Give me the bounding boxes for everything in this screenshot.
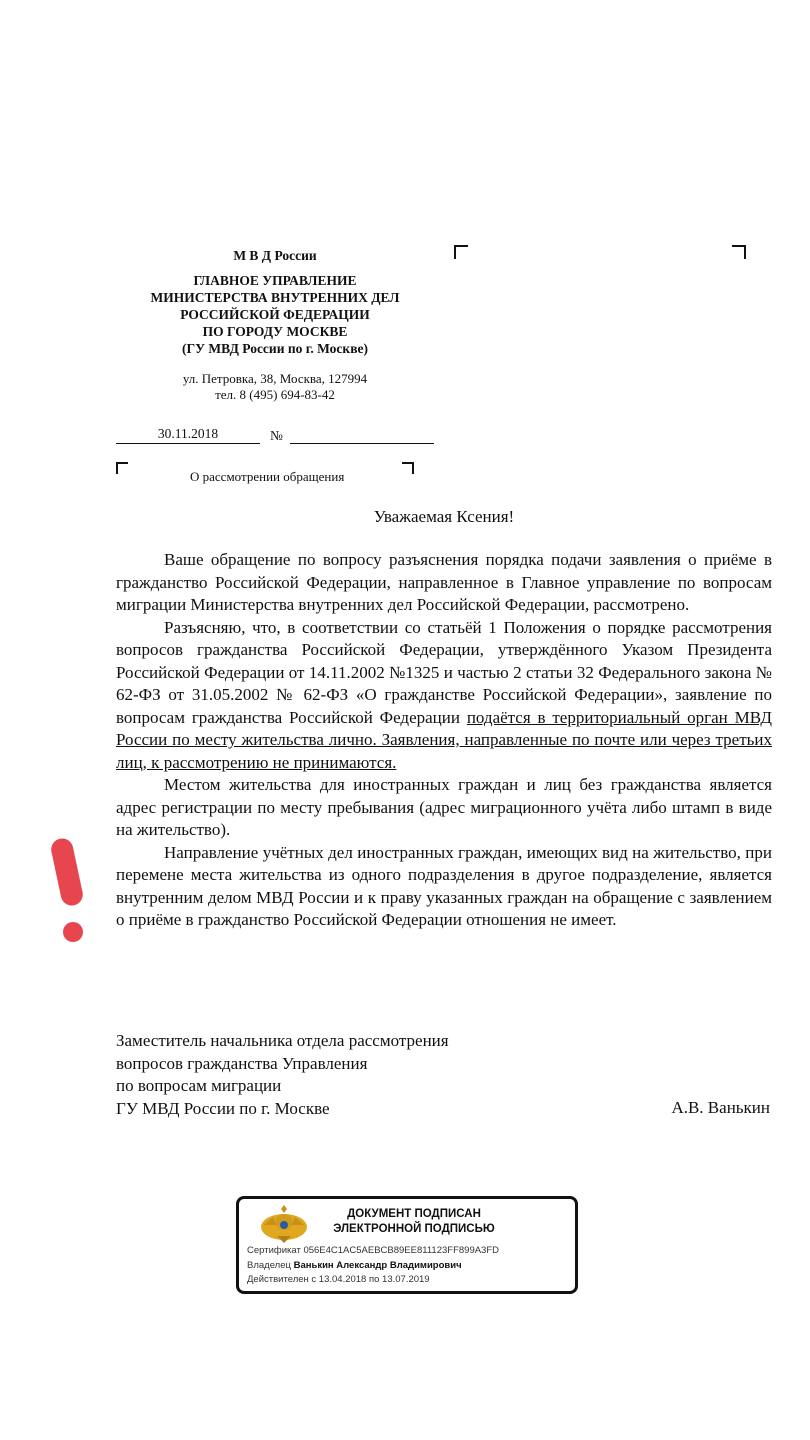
ministry-short: М В Д России bbox=[233, 248, 317, 263]
paragraph-2 bbox=[116, 617, 772, 775]
addressee-corner-right bbox=[732, 245, 746, 259]
paragraph-2-text: Разъясняю, что, в соответствии со статьёй 1 Положения о порядке рассмотрения вопросов гражданства Российской Федерации, утверждённого Указом Президента Российской Федерации от 14.11.2002 №1325 и частью 2 статьи 32 Федерального закона № 62-ФЗ от 31.05.2002 № 62-ФЗ «О гражданстве Российской Федерации», заявление по вопросам гражданства Российской Федерации bbox=[116, 617, 772, 727]
agency-line: ПО ГОРОДУ МОСКВЕ bbox=[202, 324, 348, 339]
stamp-title bbox=[319, 1207, 509, 1237]
agency-phone: тел. 8 (495) 694-83-42 bbox=[215, 387, 335, 402]
signatory-position bbox=[116, 1030, 449, 1120]
e-signature-stamp bbox=[236, 1196, 578, 1294]
owner-value: Ванькин Александр Владимирович bbox=[293, 1260, 462, 1271]
certificate-label: Сертификат bbox=[247, 1245, 301, 1256]
agency-line: (ГУ МВД России по г. Москве) bbox=[182, 341, 368, 356]
position-line: вопросов гражданства Управления bbox=[116, 1053, 368, 1073]
certificate-value: 056E4C1AC5AEBCB89EE811123FF899A3FD bbox=[303, 1245, 500, 1256]
mvd-emblem-icon bbox=[259, 1203, 309, 1245]
stamp-title-line: ДОКУМЕНТ ПОДПИСАН bbox=[347, 1208, 481, 1220]
paragraph-2-underlined: подаётся в территориальный орган МВД России по месту жительства лично. Заявления, направленные по почте или через третьих лиц, к рассмотрению не принимаются. bbox=[116, 707, 772, 772]
position-line: ГУ МВД России по г. Москве bbox=[116, 1098, 330, 1118]
addressee-corner-left bbox=[454, 245, 468, 259]
position-line: по вопросам миграции bbox=[116, 1076, 282, 1095]
letter-number-redacted bbox=[290, 426, 434, 444]
agency-line: МИНИСТЕРСТВА ВНУТРЕННИХ ДЕЛ bbox=[150, 290, 400, 305]
exclamation-mark-dot bbox=[63, 922, 83, 942]
agency-line: РОССИЙСКОЙ ФЕДЕРАЦИИ bbox=[180, 307, 370, 322]
validity-line: Действителен с 13.04.2018 по 13.07.2019 bbox=[247, 1274, 430, 1285]
agency-address: ул. Петровка, 38, Москва, 127994 bbox=[182, 371, 368, 386]
letter-body bbox=[116, 549, 772, 932]
paragraph-3: Местом жительства для иностранных граждан и лиц без гражданства является адрес регистрации по месту пребывания (адрес миграционного учёта либо штамп в виде на жительство). bbox=[116, 775, 772, 839]
number-label: № bbox=[270, 428, 283, 443]
subject-corner-left bbox=[116, 462, 128, 474]
owner-line bbox=[247, 1260, 462, 1271]
paragraph-1: Ваше обращение по вопросу разъяснения порядка подачи заявления о приёме в гражданство Российской Федерации, направленное в Главное управление по вопросам миграции Министерства внутренних дел Российской Федерации, рассмотрено. bbox=[116, 550, 772, 614]
signatory-name: А.В. Ванькин bbox=[671, 1098, 770, 1117]
stamp-title-line: ЭЛЕКТРОННОЙ ПОДПИСЬЮ bbox=[333, 1223, 495, 1235]
letter-subject: О рассмотрении обращения bbox=[190, 469, 345, 484]
position-line: Заместитель начальника отдела рассмотрения bbox=[116, 1031, 449, 1050]
owner-label: Владелец bbox=[247, 1260, 291, 1271]
certificate-line bbox=[247, 1245, 499, 1256]
agency-name bbox=[115, 272, 435, 357]
paragraph-4: Направление учётных дел иностранных граждан, имеющих вид на жительство, при перемене места жительства из одного подразделения в другое подразделение, является внутренним делом МВД России и к праву указанных граждан на обращение с заявлением о приёме в гражданство Российской Федерации отношения не имеет. bbox=[116, 842, 772, 929]
exclamation-mark-bar bbox=[49, 836, 85, 907]
agency-line: ГЛАВНОЕ УПРАВЛЕНИЕ bbox=[193, 273, 357, 288]
greeting: Уважаемая Ксения! bbox=[373, 507, 515, 526]
subject-corner-right bbox=[402, 462, 414, 474]
letter-date: 30.11.2018 bbox=[116, 426, 260, 444]
